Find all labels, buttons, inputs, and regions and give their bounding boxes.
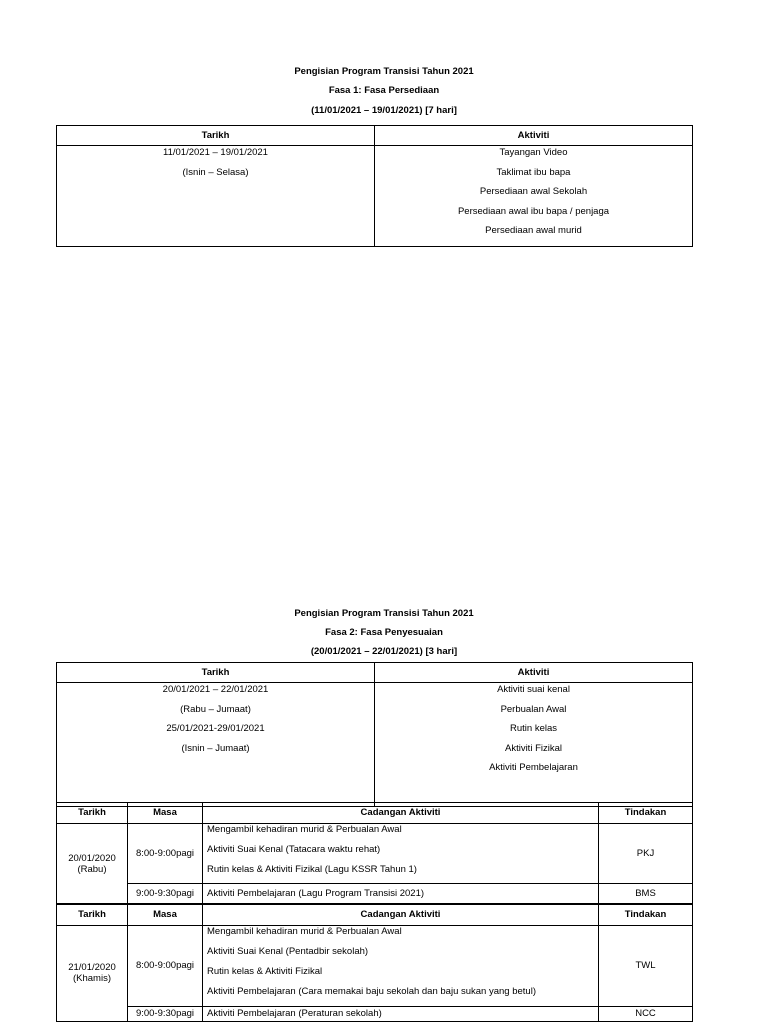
phase1-activity: Persediaan awal Sekolah [479, 186, 588, 198]
day1-slot2-time: 9:00-9:30pagi [128, 884, 203, 905]
day1-date-cell [57, 824, 128, 905]
activity-line: Aktiviti Suai Kenal (Tatacara waktu rehat) [207, 843, 381, 855]
phase2-activities-cell [375, 683, 693, 807]
table-row [57, 926, 693, 1006]
phase2-col-activity: Aktiviti [375, 663, 693, 683]
activity-line: Rutin kelas & Aktiviti Fizikal [207, 965, 323, 977]
phase1-range: (11/01/2021 – 19/01/2021) [7 hari] [311, 105, 457, 116]
phase1-table [56, 125, 693, 247]
phase2-table [56, 662, 693, 807]
phase1-activity: Persediaan awal ibu bapa / penjaga [457, 205, 610, 217]
schedule-col-time: Masa [128, 904, 203, 926]
phase1-title: Pengisian Program Transisi Tahun 2021 [294, 66, 474, 77]
activity-line: Aktiviti Pembelajaran (Cara memakai baju sekolah dan baju sukan yang betul) [207, 985, 536, 997]
phase1-activity: Taklimat ibu bapa [496, 166, 571, 178]
schedule-table [56, 802, 693, 1022]
phase2-activity: Aktiviti Pembelajaran [489, 762, 578, 774]
day2-slot2-activity: Aktiviti Pembelajaran (Peraturan sekolah) [203, 1006, 599, 1021]
schedule-col-action: Tindakan [599, 904, 693, 926]
phase2-activity: Aktiviti Fizikal [504, 742, 562, 754]
table-row [57, 1006, 693, 1021]
phase1-col-activity: Aktiviti [375, 126, 693, 146]
day2-slot1-action: TWL [599, 926, 693, 1006]
day2-date: 21/01/2020 [68, 962, 116, 974]
day2-date-cell [57, 926, 128, 1021]
phase1-activity: Persediaan awal murid [485, 225, 582, 237]
phase1-col-date: Tarikh [57, 126, 375, 146]
activity-line: Mengambil kehadiran murid & Perbualan Awal [207, 824, 402, 835]
day1-slot2-activity: Aktiviti Pembelajaran (Lagu Program Transisi 2021) [203, 884, 599, 905]
day2-day: (Khamis) [72, 973, 111, 985]
phase1-date-range: 11/01/2021 – 19/01/2021 [163, 147, 268, 158]
phase2-col-date: Tarikh [57, 663, 375, 683]
day1-date: 20/01/2020 [68, 852, 116, 864]
phase1-date-days: (Isnin – Selasa) [182, 166, 249, 178]
day2-slot2-action: NCC [599, 1006, 693, 1021]
schedule-col-activity: Cadangan Aktiviti [203, 803, 599, 824]
schedule-col-activity: Cadangan Aktiviti [203, 904, 599, 926]
schedule-col-date: Tarikh [57, 803, 128, 824]
phase1-activity: Tayangan Video [499, 147, 568, 158]
phase2-activity: Aktiviti suai kenal [497, 684, 570, 695]
phase2-subtitle: Fasa 2: Fasa Penyesuaian [325, 627, 443, 638]
table-row [57, 824, 693, 884]
day1-slot1-action: PKJ [599, 824, 693, 884]
schedule-col-time: Masa [128, 803, 203, 824]
schedule-col-action: Tindakan [599, 803, 693, 824]
schedule-header-row [57, 803, 693, 824]
phase1-dates-cell [57, 146, 375, 247]
phase2-date-line: (Isnin – Jumaat) [181, 742, 250, 754]
activity-line: Rutin kelas & Aktiviti Fizikal (Lagu KSSR Tahun 1) [207, 863, 417, 875]
phase2-activity: Rutin kelas [510, 723, 557, 735]
day1-slot1-time: 8:00-9:00pagi [128, 824, 203, 884]
schedule-col-date: Tarikh [57, 904, 128, 926]
phase2-date-line: 20/01/2021 – 22/01/2021 [162, 684, 269, 695]
day1-slot2-action: BMS [599, 884, 693, 905]
phase2-date-line: 25/01/2021-29/01/2021 [166, 723, 265, 735]
phase2-title: Pengisian Program Transisi Tahun 2021 [294, 608, 474, 619]
activity-line: Aktiviti Suai Kenal (Pentadbir sekolah) [207, 946, 369, 958]
phase2-dates-cell [57, 683, 375, 807]
phase2-date-line: (Rabu – Jumaat) [180, 703, 251, 715]
phase2-activity: Perbualan Awal [500, 703, 567, 715]
table-row [57, 884, 693, 905]
day2-slot2-time: 9:00-9:30pagi [128, 1006, 203, 1021]
day2-slot1-activities [203, 926, 599, 1006]
day2-slot1-time: 8:00-9:00pagi [128, 926, 203, 1006]
phase1-subtitle: Fasa 1: Fasa Persediaan [328, 85, 440, 96]
activity-line: Mengambil kehadiran murid & Perbualan Awal [207, 926, 402, 938]
phase2-range: (20/01/2021 – 22/01/2021) [3 hari] [310, 646, 458, 657]
day1-slot1-activities [203, 824, 599, 884]
schedule-header-row [57, 904, 693, 926]
day1-day: (Rabu) [77, 863, 107, 875]
phase1-activities-cell [375, 146, 693, 247]
